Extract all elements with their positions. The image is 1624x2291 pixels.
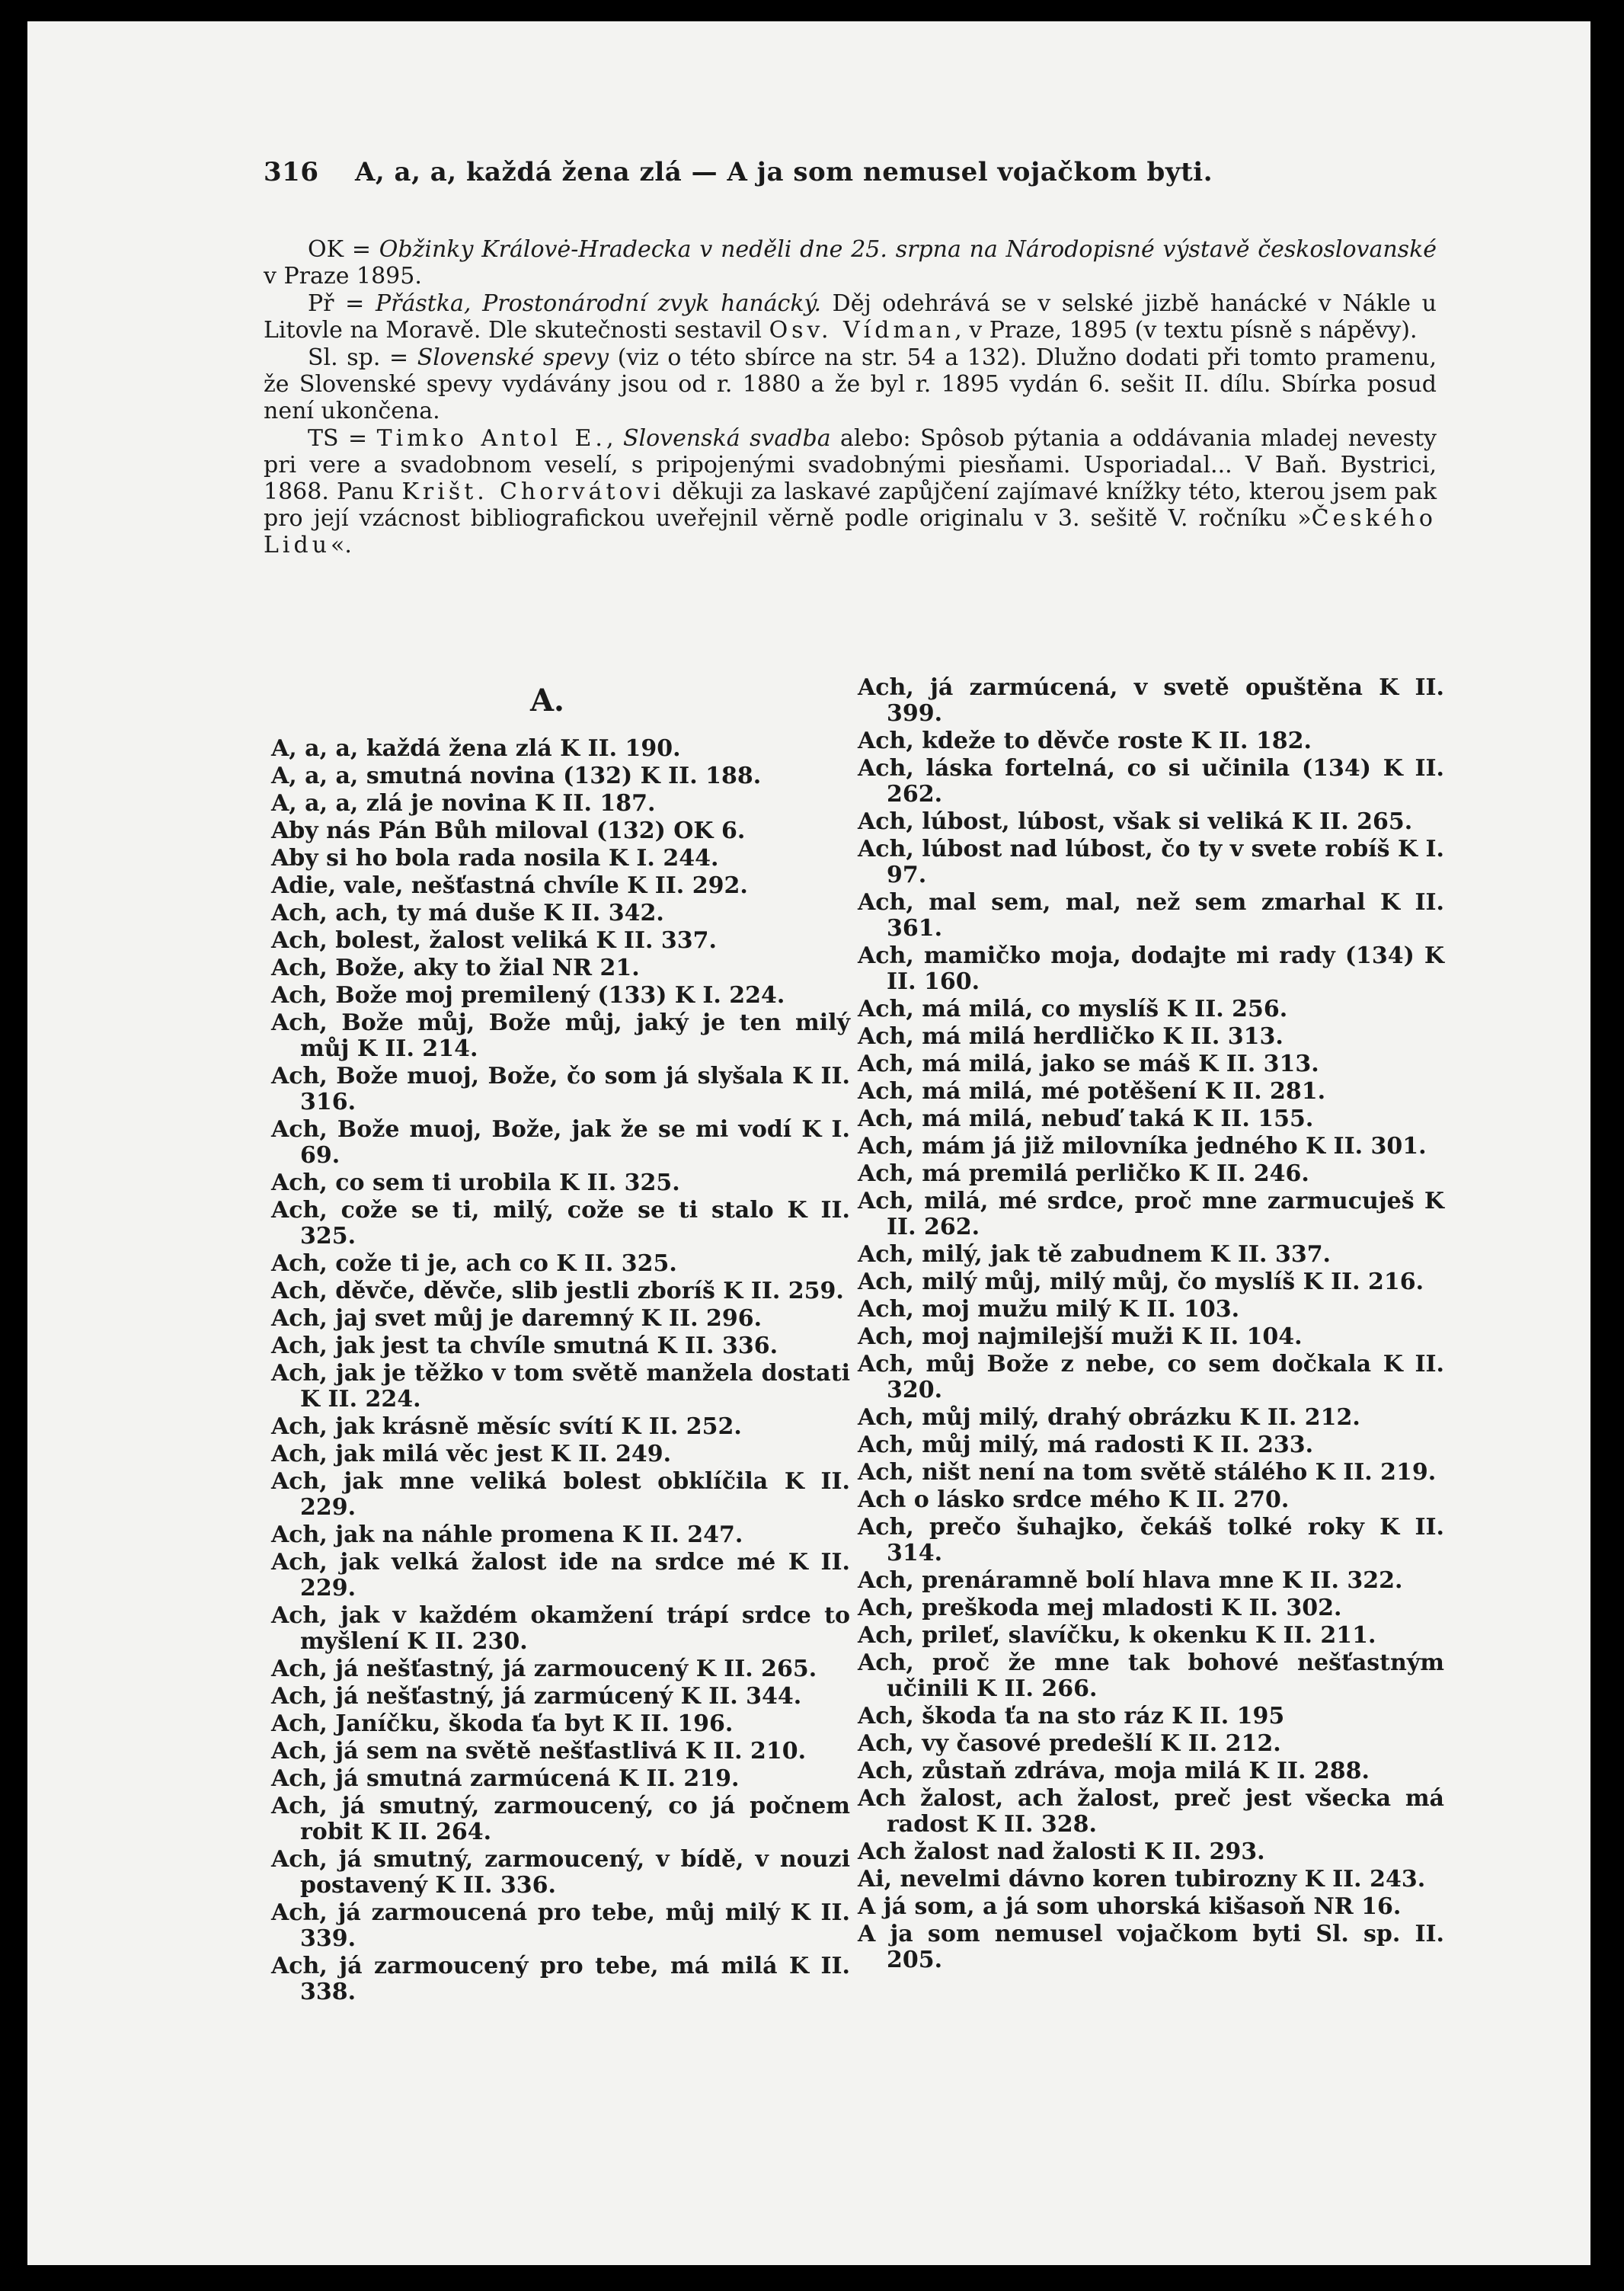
index-entry: Ach, jaj svet můj je daremný K II. 296. bbox=[271, 1305, 762, 1332]
index-entry: Ach, cože ti je, ach co K II. 325. bbox=[271, 1250, 677, 1277]
index-entry: Ach, Bože muoj, Bože, čo som já slyšala K II. 316. bbox=[271, 1063, 850, 1115]
source-title: Slovenské spevy bbox=[417, 344, 609, 371]
scanned-page bbox=[27, 21, 1590, 2265]
index-entry: Ach, já sem na světě nešťastlivá K II. 210. bbox=[271, 1738, 807, 1765]
index-entry: Ach, já zarmúcená, v svetě opuštěna K II. 399. bbox=[858, 674, 1444, 727]
source-title: Obžinky Královė-Hradecka v neděli dne 25. srpna na Národopisné výstavě českoslovanské bbox=[379, 236, 1437, 263]
index-entry: Ach, mal sem, mal, než sem zmarhal K II. 361. bbox=[858, 889, 1444, 942]
index-entry: Ach, co sem ti urobila K II. 325. bbox=[271, 1169, 680, 1196]
index-column-right bbox=[858, 675, 1444, 1975]
index-entry: Ach, kdeže to děvče roste K II. 182. bbox=[858, 728, 1312, 754]
index-entry: Ach, já smutný, zarmoucený, co já počnem robit K II. 264. bbox=[271, 1793, 850, 1845]
index-entry: Ach, lúbost nad lúbost, čo ty v svete robíš K I. 97. bbox=[858, 836, 1444, 888]
index-entry: Ach, jak na náhle promena K II. 247. bbox=[271, 1521, 743, 1548]
index-entry: Ach, ništ není na tom světě stálého K II. 219. bbox=[858, 1459, 1437, 1486]
index-entry: Ach, prileť, slavíčku, k okenku K II. 211. bbox=[858, 1622, 1376, 1649]
index-entry: Ach, jak krásně měsíc svítí K II. 252. bbox=[271, 1413, 742, 1440]
index-entry: Ach, prečo šuhajko, čekáš tolké roky K II. 314. bbox=[858, 1514, 1444, 1566]
section-heading: A. bbox=[530, 683, 564, 718]
index-entry: Ach, já zarmoucená pro tebe, můj milý K II. 339. bbox=[271, 1899, 850, 1952]
index-entry: Adie, vale, nešťastná chvíle K II. 292. bbox=[271, 872, 748, 899]
index-entry: Ach, prenáramně bolí hlava mne K II. 322. bbox=[858, 1567, 1403, 1594]
index-entry: Ach, milý můj, milý můj, čo myslíš K II. 216. bbox=[858, 1269, 1424, 1295]
index-entry: Ach, má milá, nebuď taká K II. 155. bbox=[858, 1106, 1314, 1132]
page-number: 316 bbox=[264, 157, 319, 187]
index-entry: Aby si ho bola rada nosila K I. 244. bbox=[271, 845, 719, 872]
index-entry: Ach, má milá, co myslíš K II. 256. bbox=[858, 996, 1288, 1022]
index-entry: Ach, já smutná zarmúcená K II. 219. bbox=[271, 1765, 740, 1792]
index-column-left bbox=[271, 736, 850, 2007]
index-entry: Ach, jak jest ta chvíle smutná K II. 336. bbox=[271, 1333, 778, 1359]
index-entry: Ach, preškoda mej mladosti K II. 302. bbox=[858, 1595, 1342, 1621]
abbreviations-list bbox=[264, 236, 1437, 559]
source-title: Slovenská svadba bbox=[622, 425, 831, 452]
index-entry: Ach, můj Bože z nebe, co sem dočkala K II. 320. bbox=[858, 1351, 1444, 1403]
index-entry: Ach, cože se ti, milý, cože se ti stalo K II. 325. bbox=[271, 1197, 850, 1249]
index-entry: Ach, vy časové predešlí K II. 212. bbox=[858, 1730, 1281, 1757]
journal-name: Českého Lidu bbox=[264, 505, 1437, 558]
author-name: Osv. Vídman bbox=[769, 317, 955, 344]
index-entry: Ach, jak je těžko v tom světě manžela dostati K II. 224. bbox=[271, 1360, 850, 1413]
author-name: Timko Antol E. bbox=[376, 425, 606, 452]
index-entry: Ach, Bože můj, Bože můj, jaký je ten milý můj K II. 214. bbox=[271, 1010, 850, 1062]
index-entry: A, a, a, smutná novina (132) K II. 188. bbox=[271, 763, 762, 789]
running-title: A, a, a, každá žena zlá — A ja som nemusel vojačkom byti. bbox=[355, 157, 1213, 187]
index-entry: Ach, škoda ťa na sto ráz K II. 195 bbox=[858, 1703, 1285, 1729]
abbreviation-ok: OK = Obžinky Královė-Hradecka v neděli dne 25. srpna na Národopisné výstavě českoslovanské v Praze 1895. bbox=[264, 236, 1437, 290]
index-entry: Aby nás Pán Bůh miloval (132) OK 6. bbox=[271, 818, 746, 844]
index-entry: Ach, děvče, děvče, slib jestli zboríš K II. 259. bbox=[271, 1278, 844, 1304]
index-entry: A, a, a, zlá je novina K II. 187. bbox=[271, 790, 656, 817]
abbreviation-pr: Př = Přástka, Prostonárodní zvyk hanácký. Děj odehrává se v selské jizbě hanácké v Nákle u Litovle na Moravě. Dle skutečnosti sestavil Osv. Vídman, v Praze, 1895 (v textu písně s nápěvy). bbox=[264, 290, 1437, 344]
index-entry: Ach, lúbost, lúbost, však si veliká K II. 265. bbox=[858, 808, 1413, 835]
index-entry: Ach, milá, mé srdce, proč mne zarmucuješ K II. 262. bbox=[858, 1188, 1444, 1240]
index-entry: Ach, má milá, jako se máš K II. 313. bbox=[858, 1051, 1319, 1077]
index-entry: Ach, milý, jak tě zabudnem K II. 337. bbox=[858, 1241, 1331, 1268]
index-entry: Ach, bolest, žalost veliká K II. 337. bbox=[271, 927, 717, 954]
index-entry: A já som, a já som uhorská kišasoň NR 16. bbox=[858, 1893, 1402, 1920]
index-entry: Ach, moj najmilejší muži K II. 104. bbox=[858, 1323, 1303, 1350]
index-entry: Ai, nevelmi dávno koren tubirozny K II. 243. bbox=[858, 1866, 1426, 1893]
index-entry: Ach, mám já již milovníka jedného K II. 301. bbox=[858, 1133, 1427, 1160]
index-entry: Ach, zůstaň zdráva, moja milá K II. 288. bbox=[858, 1758, 1370, 1784]
abbreviation-sl-sp: Sl. sp. = Slovenské spevy (viz o této sbírce na str. 54 a 132). Dlužno dodati při tomto pramenu, že Slovenské spevy vydávány jsou od r. 1880 a že byl r. 1895 vydán 6. sešit II. dílu. Sbírka posud není ukončena. bbox=[264, 344, 1437, 424]
index-entry: Ach žalost, ach žalost, preč jest všecka má radost K II. 328. bbox=[858, 1785, 1444, 1838]
index-entry: Ach, můj milý, má radosti K II. 233. bbox=[858, 1432, 1314, 1458]
index-entry: Ach, já nešťastný, já zarmúcený K II. 344. bbox=[271, 1683, 802, 1710]
index-entry: Ach, jak mne veliká bolest obklíčila K II. 229. bbox=[271, 1468, 850, 1521]
running-head bbox=[264, 157, 1429, 187]
index-entry: Ach, já zarmoucený pro tebe, má milá K II. 338. bbox=[271, 1953, 850, 2005]
index-entry: Ach, můj milý, drahý obrázku K II. 212. bbox=[858, 1404, 1360, 1431]
author-name: Krišt. Chorvátovi bbox=[401, 478, 665, 505]
index-entry: Ach, jak milá věc jest K II. 249. bbox=[271, 1441, 672, 1467]
index-entry: Ach, já smutný, zarmoucený, v bídě, v nouzi postavený K II. 336. bbox=[271, 1846, 850, 1899]
index-entry: Ach, moj mužu milý K II. 103. bbox=[858, 1296, 1240, 1323]
index-entry: Ach, má milá, mé potěšení K II. 281. bbox=[858, 1078, 1326, 1105]
index-entry: Ach o lásko srdce mého K II. 270. bbox=[858, 1486, 1290, 1513]
index-entry: Ach, jak v každém okamžení trápí srdce to myšlení K II. 230. bbox=[271, 1602, 850, 1655]
index-entry: A, a, a, každá žena zlá K II. 190. bbox=[271, 735, 681, 762]
index-entry: Ach žalost nad žalosti K II. 293. bbox=[858, 1838, 1265, 1865]
index-entry: Ach, Bože muoj, Bože, jak že se mi vodí K I. 69. bbox=[271, 1116, 850, 1169]
index-entry: Ach, já nešťastný, já zarmoucený K II. 265. bbox=[271, 1656, 817, 1682]
index-entry: Ach, Bože, aky to žial NR 21. bbox=[271, 955, 640, 981]
index-entry: Ach, má milá herdličko K II. 313. bbox=[858, 1023, 1284, 1050]
index-entry: Ach, ach, ty má duše K II. 342. bbox=[271, 900, 664, 926]
index-entry: Ach, láska fortelná, co si učinila (134) K II. 262. bbox=[858, 755, 1444, 808]
index-entry: Ach, má premilá perličko K II. 246. bbox=[858, 1160, 1309, 1187]
index-entry: A ja som nemusel vojačkom byti Sl. sp. II. 205. bbox=[858, 1921, 1444, 1973]
index-entry: Ach, Bože moj premilený (133) K I. 224. bbox=[271, 982, 785, 1009]
index-entry: Ach, jak velká žalost ide na srdce mé K II. 229. bbox=[271, 1549, 850, 1601]
abbreviation-ts: TS = Timko Antol E., Slovenská svadba alebo: Spôsob pýtania a oddávania mladej nevesty pri vere a svadobnom veselí, s pripojenými svadobnými piesňami. Usporiadal... V Baň. Bystrici, 1868. Panu Krišt. Chorvátovi děkuji za laskavé zapůjčení zajímavé knížky této, kterou jsem pak pro její vzácnost bibliografickou uveřejnil věrně podle originalu v 3. sešitě V. ročníku »Českého Lidu«. bbox=[264, 425, 1437, 558]
index-entry: Ach, Janíčku, škoda ťa byt K II. 196. bbox=[271, 1710, 734, 1737]
index-entry: Ach, proč že mne tak bohové nešťastným učinili K II. 266. bbox=[858, 1649, 1444, 1702]
source-title: Přástka, Prostonárodní zvyk hanácký. bbox=[375, 290, 822, 317]
index-entry: Ach, mamičko moja, dodajte mi rady (134) K II. 160. bbox=[858, 942, 1444, 995]
